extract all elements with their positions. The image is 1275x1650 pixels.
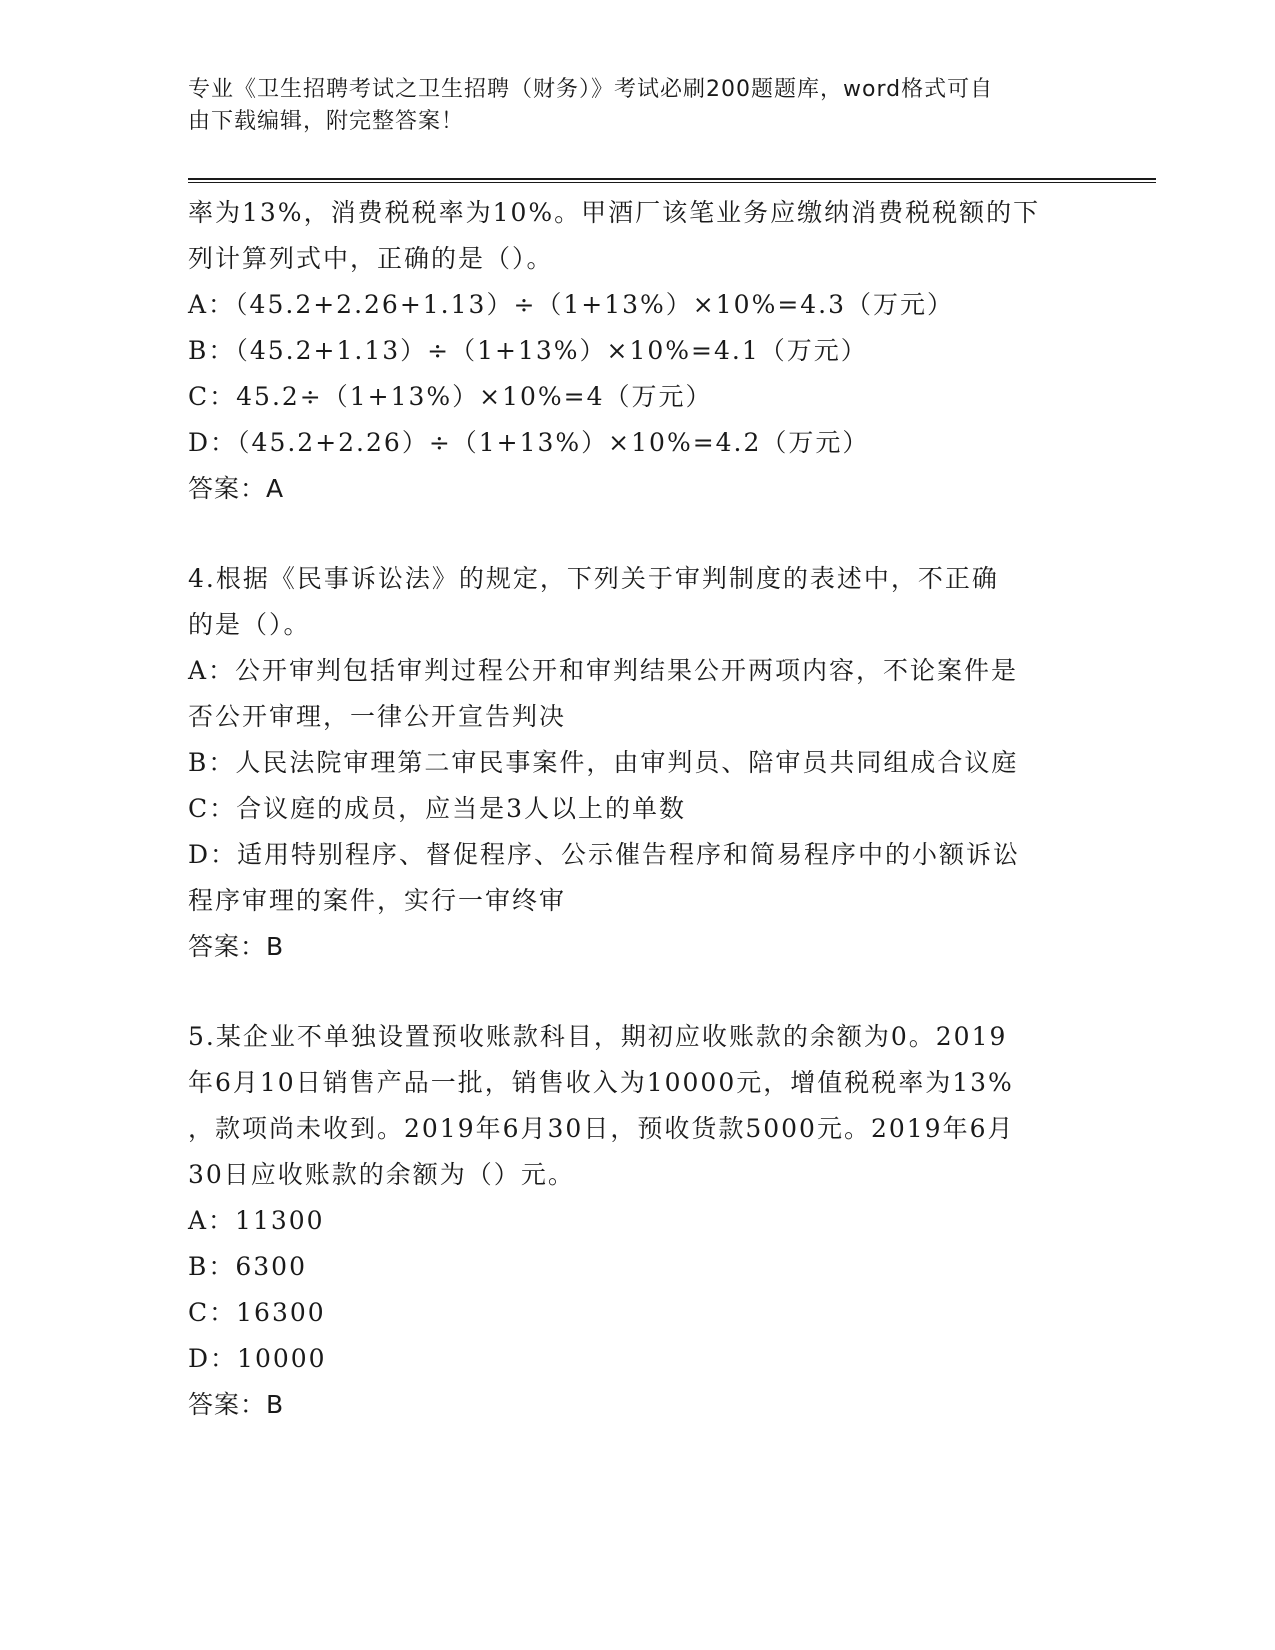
question-text: 列计算列式中，正确的是（）。 [188, 244, 554, 273]
question-5 [188, 1014, 1088, 1428]
option-d: D：（45.2+2.26）÷（1+13%）×10%=4.2（万元） [188, 428, 870, 457]
answer: 答案：A [188, 474, 285, 503]
spacer [188, 512, 1088, 556]
question-text: 率为13%，消费税税率为10%。甲酒厂该笔业务应缴纳消费税税额的下 [188, 198, 1041, 227]
option-b: B：人民法院审理第二审民事案件，由审判员、陪审员共同组成合议庭 [188, 748, 1019, 777]
option-b: B：（45.2+1.13）÷（1+13%）×10%=4.1（万元） [188, 336, 868, 365]
option-c: C：16300 [188, 1298, 326, 1327]
option-a: A：公开审判包括审判过程公开和审判结果公开两项内容，不论案件是 [188, 656, 1019, 685]
option-c: C：45.2÷（1+13%）×10%=4（万元） [188, 382, 713, 411]
option-a: A：11300 [188, 1206, 325, 1235]
option-b: B：6300 [188, 1252, 307, 1281]
question-text: 30日应收账款的余额为（）元。 [188, 1160, 575, 1189]
question-text: 5.某企业不单独设置预收账款科目，期初应收账款的余额为0。2019 [188, 1022, 1008, 1051]
header-title-line-1: 专业《卫生招聘考试之卫生招聘（财务）》考试必刷200题题库，word格式可自 [188, 77, 994, 102]
document-header [188, 74, 1068, 138]
question-3 [188, 190, 1088, 512]
document-body [188, 190, 1088, 1428]
option-d: D：10000 [188, 1344, 327, 1373]
header-title-line-2: 由下载编辑，附完整答案！ [188, 109, 465, 134]
option-a: A：（45.2+2.26+1.13）÷（1+13%）×10%=4.3（万元） [188, 290, 955, 319]
header-divider-thick [188, 178, 1156, 180]
question-text: 年6月10日销售产品一批，销售收入为10000元，增值税税率为13% [188, 1068, 1014, 1097]
spacer [188, 970, 1088, 1014]
option-c: C：合议庭的成员，应当是3人以上的单数 [188, 794, 687, 823]
answer: 答案：B [188, 932, 285, 961]
answer: 答案：B [188, 1390, 285, 1419]
option-a-continued: 否公开审理，一律公开宣告判决 [188, 702, 567, 731]
option-d: D：适用特别程序、督促程序、公示催告程序和简易程序中的小额诉讼 [188, 840, 1021, 869]
question-text: 的是（）。 [188, 610, 311, 639]
question-text: ，款项尚未收到。2019年6月30日，预收货款5000元。2019年6月 [188, 1114, 1015, 1143]
header-divider-thin [188, 182, 1156, 183]
question-text: 4.根据《民事诉讼法》的规定，下列关于审判制度的表述中，不正确 [188, 564, 999, 593]
question-4 [188, 556, 1088, 970]
option-d-continued: 程序审理的案件，实行一审终审 [188, 886, 567, 915]
